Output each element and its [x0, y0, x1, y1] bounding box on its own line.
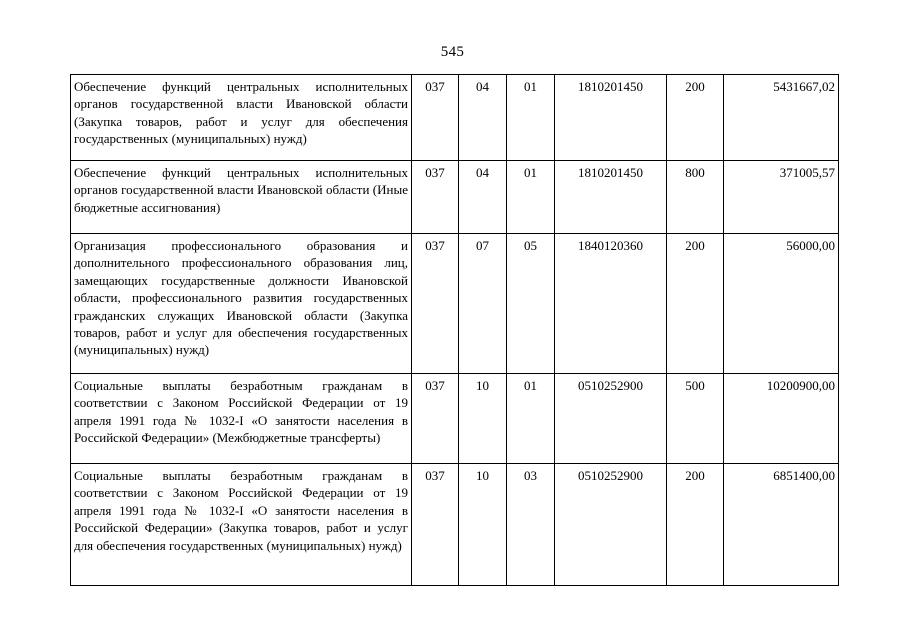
section-code: 10 [459, 374, 507, 464]
ministry-code: 037 [412, 464, 459, 586]
subsection-code: 01 [507, 75, 555, 161]
subsection-code: 01 [507, 374, 555, 464]
target-article-code: 0510252900 [555, 464, 667, 586]
expense-description: Социальные выплаты безработным гражданам в соответствии с Законом Российской Федерации от 19 апреля 1991 года № 1032-I «О занятости населения в Российской Федерации» (Межбюджетные трансферты) [71, 374, 412, 464]
section-code: 04 [459, 161, 507, 234]
section-code: 04 [459, 75, 507, 161]
ministry-code: 037 [412, 161, 459, 234]
amount: 371005,57 [724, 161, 839, 234]
subsection-code: 05 [507, 234, 555, 374]
amount: 56000,00 [724, 234, 839, 374]
ministry-code: 037 [412, 234, 459, 374]
table-row [71, 75, 839, 161]
expense-description: Социальные выплаты безработным гражданам в соответствии с Законом Российской Федерации от 19 апреля 1991 года № 1032-I «О занятости населения в Российской Федерации» (Закупка товаров, работ и услуг для обеспечения государственных (муниципальных) нужд) [71, 464, 412, 586]
target-article-code: 1840120360 [555, 234, 667, 374]
amount: 10200900,00 [724, 374, 839, 464]
page-number: 545 [440, 44, 465, 60]
expense-type-code: 800 [667, 161, 724, 234]
expense-description: Обеспечение функций центральных исполнительных органов государственной власти Ивановской области (Иные бюджетные ассигнования) [71, 161, 412, 234]
table-row [71, 161, 839, 234]
table-row [71, 464, 839, 586]
target-article-code: 1810201450 [555, 161, 667, 234]
target-article-code: 0510252900 [555, 374, 667, 464]
amount: 6851400,00 [724, 464, 839, 586]
budget-table [70, 74, 839, 586]
section-code: 07 [459, 234, 507, 374]
expense-type-code: 500 [667, 374, 724, 464]
ministry-code: 037 [412, 374, 459, 464]
section-code: 10 [459, 464, 507, 586]
table-row [71, 374, 839, 464]
expense-type-code: 200 [667, 464, 724, 586]
expense-description: Обеспечение функций центральных исполнительных органов государственной власти Ивановской области (Закупка товаров, работ и услуг для обеспечения государственных (муниципальных) нужд) [71, 75, 412, 161]
table-row [71, 234, 839, 374]
ministry-code: 037 [412, 75, 459, 161]
amount: 5431667,02 [724, 75, 839, 161]
expense-description: Организация профессионального образования и дополнительного профессионального образования лиц, замещающих государственные должности Ивановской области, профессионального развития государственных гражданских служащих Ивановской области (Закупка товаров, работ и услуг для обеспечения государственных (муниципальных) нужд) [71, 234, 412, 374]
expense-type-code: 200 [667, 75, 724, 161]
target-article-code: 1810201450 [555, 75, 667, 161]
subsection-code: 03 [507, 464, 555, 586]
expense-type-code: 200 [667, 234, 724, 374]
subsection-code: 01 [507, 161, 555, 234]
